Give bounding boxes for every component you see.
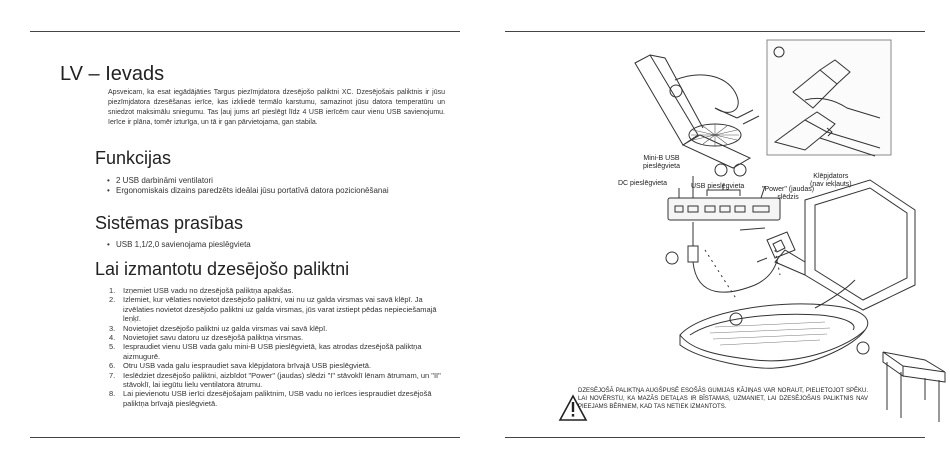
usage-steps [109,286,449,408]
dc-port-label: DC pieslēgvieta [618,180,668,187]
laptop-label: Klēpjdators (nav iekļauts) [810,173,852,188]
functions-heading: Funkcijas [95,148,172,168]
warning-text: DZESĒJOŠĀ PALIKTŅA AUGŠPUSĒ ESOŠĀS GUMIJAS KĀJIŅAS VAR NORAUT, PIELIETOJOT SPĒKU. LAI NOVĒRSTU, KA MAZĀS DETAĻAS IR BĪSTAMAS, UZMANIET, LAI DZESĒJOŠAIS PALIKTNIS NAV PIEEJAMS BĒRNIEM, KAD TAS NETIEK IZMANTOTS. [578,388,868,410]
list-item: 3. Novietojiet dzesējošo paliktni uz galda virsmas vai savā klēpī. [109,323,328,333]
list-item: 5. Iespraudiet vienu USB vada galu mini-B USB pieslēgvietā, kas atrodas dzesējošā paliktņa aizmugurē. [109,342,422,361]
pad-edge-sketch [635,55,698,145]
list-item: • USB 1,1/2,0 savienojama pieslēgvieta [107,240,251,249]
inset-box [767,40,891,155]
laptop-sketch [805,180,915,310]
requirements-heading: Sistēmas prasības [95,213,244,233]
step-marker-3 [715,164,727,176]
step-marker-4 [734,164,746,176]
top-rule [30,31,460,32]
page-title: LV – Ievads [60,63,165,85]
list-item: 4. Novietojiet savu datoru uz dzesējošā paliktņa virsmas. [109,333,304,343]
list-item: 8. Lai pievienotu USB ierīci dzesējošajam paliktnim, USB vadu no ierīces iespraudiet dzesējošā paliktņa brīvajā pieslēgvietā. [109,389,432,408]
list-item: 2. Izlemiet, kur vēlaties novietot dzesējošo paliktni, vai nu uz galda virsmas vai savā klēpī. Ja izvēlaties novietot dzesējošo paliktni uz galda virsmas, jūs varat izstiept pēdas nepieciešamajā leņķī. [109,295,437,324]
power-switch-label: "Power" (jaudas) slēdzis [762,186,815,201]
usb-port-label: USB pieslēgvieta [691,183,745,190]
usage-heading: Lai izmantotu dzesējošo paliktni [95,259,350,279]
step-marker-7 [857,342,869,354]
bottom-rule [30,437,460,438]
step-marker-5 [666,252,678,264]
intro-paragraph: Apsveicam, ka esat iegādājāties Targus piezīmjdatora dzesējošo paliktni XC. Dzesējošais paliktnis ir jūsu piezīmjdatora dzesēšanas ierīce, kas izkliedē termālo karstumu, samazinot jūsu datora temperatūru un sniedzot maksimālu sniegumu. Tas ļauj jums arī pieslēgt līdz 4 USB ierīcēm caur vienu USB savienojumu. Ierīce ir plāna, tomēr izturīga, un tā ir gan pārvietojama, gan stabila. [108,89,445,126]
mini-b-usb-label: Mini-B USB pieslēgvieta [643,155,680,170]
list-item: • 2 USB darbināmi ventilatori [107,176,213,185]
list-item: 1. Izņemiet USB vadu no dzesējošā paliktņa apakšas. [109,286,294,295]
list-item: 7. Ieslēdziet dzesējošo paliktni, aizbīdot "Power" (jaudas) slēdzi "I" stāvoklī lēnam ātrumam, un "II" stāvoklī, lai iegūtu lielu ventilatora ātrumu. [109,370,441,390]
functions-list [107,176,407,196]
list-item: • Ergonomiskais dizains paredzēts ideālai jūsu portatīvā datora pozicionēšanai [107,186,389,195]
right-page [475,0,950,475]
requirements-list [107,240,407,250]
list-item: 6. Otru USB vada galu iespraudiet sava klēpjdatora brīvajā USB pieslēgvietā. [109,361,372,371]
cooling-pad-sketch [680,304,868,361]
